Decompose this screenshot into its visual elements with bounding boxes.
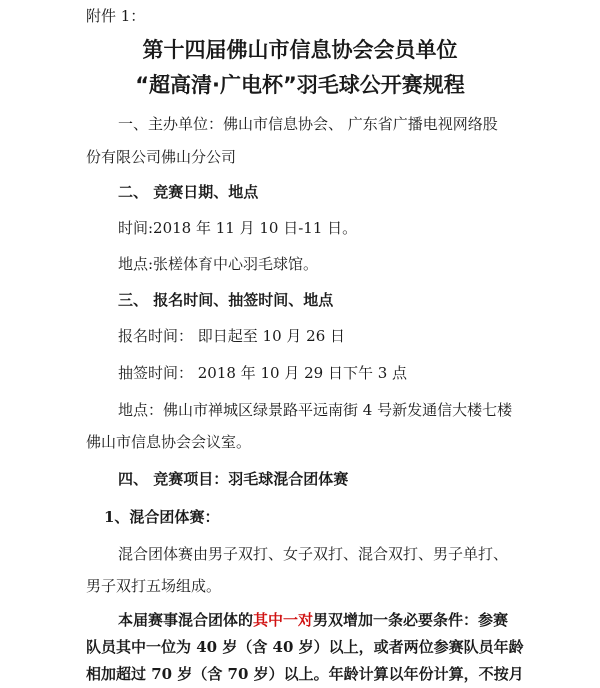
section-heading-signup: 三、 报名时间、抽签时间、地点 [118, 291, 334, 309]
team-description: 混合团体赛由男子双打、女子双打、混合双打、男子单打、 [118, 545, 509, 563]
organizer-text: 佛山市信息协会、 广东省广播电视网络股 [223, 115, 498, 133]
team-rule-pre: 本届赛事混合团体的 [118, 611, 254, 629]
team-description-cont: 男子双打五场组成。 [86, 577, 222, 595]
draw-place-cont: 佛山市信息协会会议室。 [86, 433, 252, 451]
organizer-line-cont: 份有限公司佛山分公司 [86, 148, 237, 166]
team-rule-highlight: 其中一对 [253, 611, 314, 629]
team-rule-line3: 相加超过 70 岁（含 70 岁）以上。年龄计算以年份计算，不按月 [86, 665, 524, 683]
section-heading-events: 四、 竞赛项目：羽毛球混合团体赛 [118, 470, 349, 488]
section-heading-date-place: 二、 竞赛日期、地点 [118, 183, 259, 201]
team-rule-post: 男双增加一条必要条件：参赛 [313, 611, 509, 629]
draw-time: 抽签时间： 2018 年 10 月 29 日下午 3 点 [118, 364, 408, 382]
document-title-line2: “超高清·广电杯”羽毛球公开赛规程 [135, 73, 465, 97]
team-rule-line [118, 610, 508, 630]
event-time: 时间:2018 年 11 月 10 日-11 日。 [118, 219, 358, 237]
signup-time: 报名时间： 即日起至 10 月 26 日 [118, 327, 346, 345]
team-rule-line2: 队员其中一位为 40 岁（含 40 岁）以上，或者两位参赛队员年龄 [86, 638, 524, 656]
document-title-line1: 第十四届佛山市信息协会会员单位 [142, 38, 458, 62]
subsection-heading-team: 1、混合团体赛： [104, 508, 220, 526]
draw-place: 地点：佛山市禅城区绿景路平远南街 4 号新发通信大楼七楼 [118, 401, 513, 419]
attachment-label: 附件 1： [86, 7, 146, 25]
organizer-label: 一、主办单位： [118, 115, 224, 133]
event-place: 地点:张槎体育中心羽毛球馆。 [118, 255, 319, 273]
organizer-line [118, 114, 498, 134]
